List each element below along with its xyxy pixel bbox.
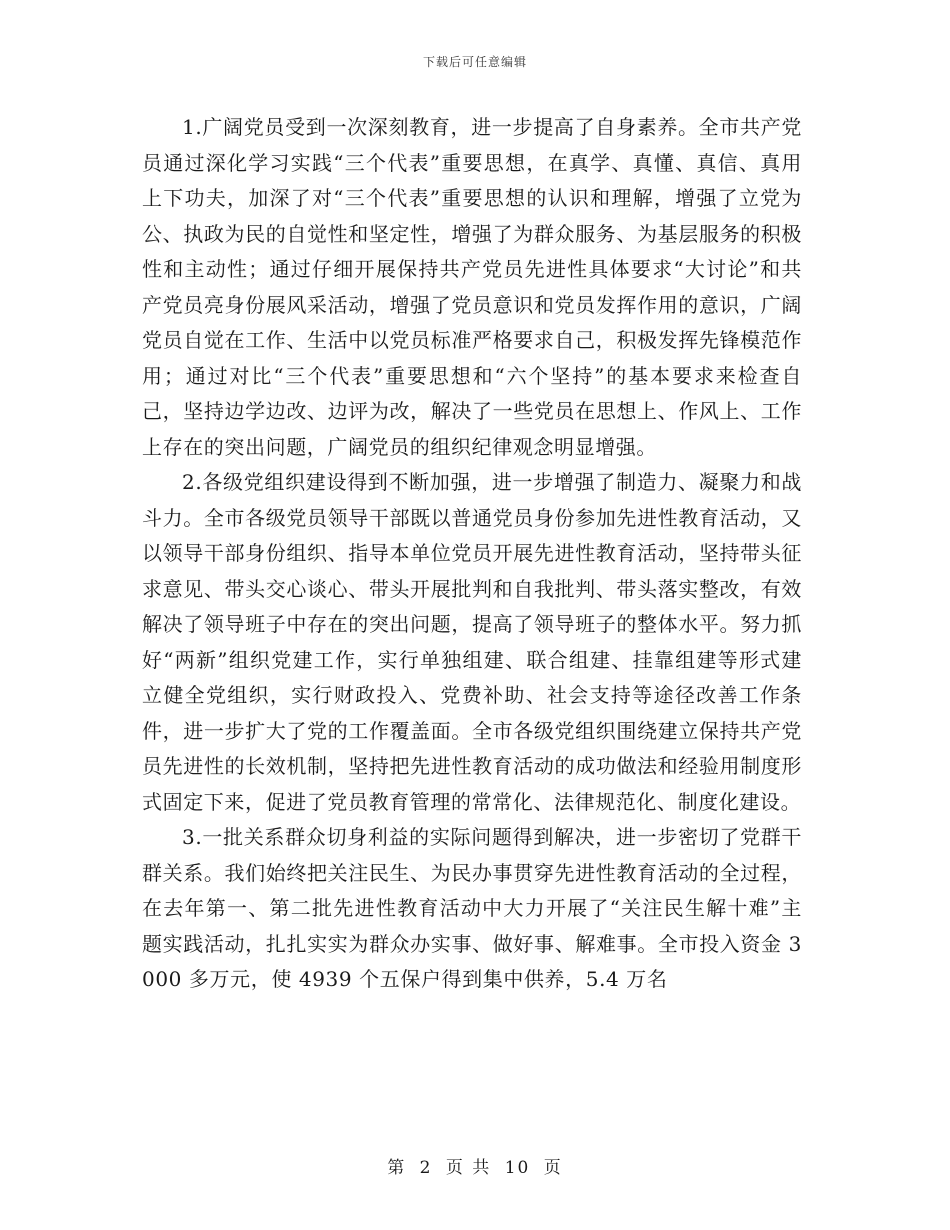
document-body [142,110,802,998]
footer-prefix: 第 [387,1158,407,1178]
header-note: 下载后可任意编辑 [422,55,527,69]
current-page-number: 2 [419,1158,433,1178]
footer-suffix: 页 [543,1158,563,1178]
page-footer [0,1153,950,1178]
footer-middle: 页 共 [445,1158,492,1178]
paragraph-1: 1.广阔党员受到一次深刻教育，进一步提高了自身素养。全市共产党员通过深化学习实践“三个代表”重要思想，在真学、真懂、真信、真用上下功夫，加深了对“三个代表”重要思想的认识和理解，增强了立党为公、执政为民的自觉性和坚定性，增强了为群众服务、为基层服务的积极性和主动性；通过仔细开展保持共产党员先进性具体要求“大讨论”和共产党员亮身份展风采活动，增强了党员意识和党员发挥作用的意识，广阔党员自觉在工作、生活中以党员标准严格要求自己，积极发挥先锋模范作用；通过对比“三个代表”重要思想和“六个坚持”的基本要求来检查自己，坚持边学边改、边评为改，解决了一些党员在思想上、作风上、工作上存在的突出问题，广阔党员的组织纪律观念明显增强。 [142,115,802,459]
total-pages-number: 10 [504,1158,531,1178]
paragraph-2: 2.各级党组织建设得到不断加强，进一步增强了制造力、凝聚力和战斗力。全市各级党员领导干部既以普通党员身份参加先进性教育活动，又以领导干部身份组织、指导本单位党员开展先进性教育活动，坚持带头征求意见、带头交心谈心、带头开展批判和自我批判、带头落实整改，有效解决了领导班子中存在的突出问题，提高了领导班子的整体水平。努力抓好“两新”组织党建工作，实行单独组建、联合组建、挂靠组建等形式建立健全党组织，实行财政投入、党费补助、社会支持等途径改善工作条件，进一步扩大了党的工作覆盖面。全市各级党组织围绕建立保持共产党员先进性的长效机制，坚持把先进性教育活动的成功做法和经验用制度形式固定下来，促进了党员教育管理的常常化、法律规范化、制度化建设。 [142,470,802,814]
paragraph-3: 3.一批关系群众切身利益的实际问题得到解决，进一步密切了党群干群关系。我们始终把关注民生、为民办事贯穿先进性教育活动的全过程，在去年第一、第二批先进性教育活动中大力开展了“关注民生解十难”主题实践活动，扎扎实实为群众办实事、做好事、解难事。全市投入资金 3000 多万元，使 4939 个五保户得到集中供养，5.4 万名 [142,825,802,991]
